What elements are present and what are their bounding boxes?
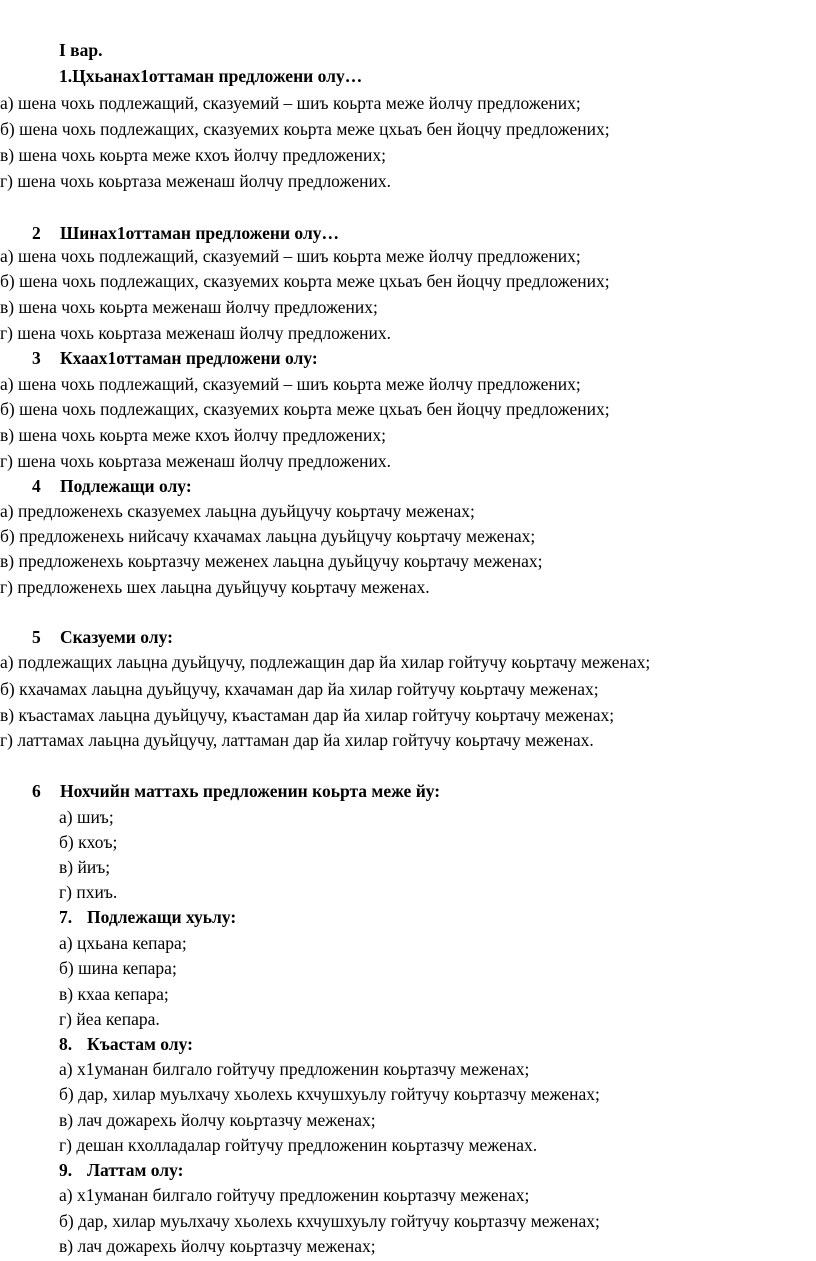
question-3-number: 3 [32, 348, 41, 368]
question-2-option-a: а) шена чохь подлежащий, сказуемий – шиъ коьрта меже йолчу предложених; [0, 246, 581, 266]
question-7-heading [59, 906, 236, 928]
question-4-title: Подлежащи олу: [60, 476, 192, 496]
question-9-option-a: а) х1уманан билгало гойтучу предложенин коьртазчу меженах; [59, 1185, 530, 1205]
question-1-option-d: г) шена чохь коьртаза меженаш йолчу предложених. [0, 171, 391, 191]
question-1-number: 1. [59, 66, 73, 86]
question-5-heading [32, 626, 173, 648]
question-9-heading [59, 1159, 183, 1181]
question-8-heading [59, 1033, 193, 1055]
question-8-number: 8. [59, 1034, 73, 1054]
question-6-number: 6 [32, 781, 41, 801]
question-1-option-b: б) шена чохь подлежащих, сказуемих коьрта меже цхьаъ бен йоцчу предложених; [0, 119, 610, 139]
question-2-option-c: в) шена чохь коьрта меженаш йолчу предложених; [0, 297, 378, 317]
question-1-title: Цхьанах1оттаман предложени олу… [72, 66, 363, 86]
question-5-option-a: а) подлежащих лаьцна дуьйцучу, подлежащин дар йа хилар гойтучу коьртачу меженах; [0, 652, 651, 672]
question-6-title: Нохчийн маттахь предложенин коьрта меже йу: [60, 781, 441, 801]
question-5-number: 5 [32, 627, 41, 647]
question-6-heading [32, 780, 440, 802]
question-2-option-b: б) шена чохь подлежащих, сказуемих коьрта меже цхьаъ бен йоцчу предложених; [0, 271, 610, 291]
question-8-title: Къастам олу: [87, 1034, 193, 1054]
variant-title: I вар. [59, 40, 103, 60]
question-6-option-b: б) кхоъ; [59, 832, 118, 852]
question-6-option-a: а) шиъ; [59, 807, 114, 827]
question-4-option-c: в) предложенехь коьртазчу меженех лаьцна дуьйцучу коьртачу меженах; [0, 551, 543, 571]
question-3-option-a: а) шена чохь подлежащий, сказуемий – шиъ коьрта меже йолчу предложених; [0, 374, 581, 394]
question-3-option-d: г) шена чохь коьртаза меженаш йолчу предложених. [0, 451, 391, 471]
question-3-option-c: в) шена чохь коьрта меже кхоъ йолчу предложених; [0, 425, 387, 445]
question-4-number: 4 [32, 476, 41, 496]
question-8-option-c: в) лач дожарехь йолчу коьртазчу меженах; [59, 1110, 376, 1130]
question-1-heading [59, 65, 362, 87]
question-4-option-b: б) предложенехь нийсачу кхачамах лаьцна дуьйцучу коьртачу меженах; [0, 526, 536, 546]
question-5-option-b: б) кхачамах лаьцна дуьйцучу, кхачаман дар йа хилар гойтучу коьртачу меженах; [0, 679, 599, 699]
question-2-option-d: г) шена чохь коьртаза меженаш йолчу предложених. [0, 323, 391, 343]
question-3-option-b: б) шена чохь подлежащих, сказуемих коьрта меже цхьаъ бен йоцчу предложених; [0, 399, 610, 419]
question-4-option-a: а) предложенехь сказуемех лаьцна дуьйцучу коьртачу меженах; [0, 501, 475, 521]
question-3-heading [32, 347, 318, 369]
question-6-option-c: в) йиъ; [59, 857, 111, 877]
question-8-option-d: г) дешан кхолладалар гойтучу предложенин коьртазчу меженах. [59, 1135, 538, 1155]
question-4-option-d: г) предложенехь шех лаьцна дуьйцучу коьртачу меженах. [0, 577, 430, 597]
question-3-title: Кхаах1оттаман предложени олу: [60, 348, 318, 368]
question-7-option-a: а) цхьана кепара; [59, 933, 187, 953]
question-4-heading [32, 475, 192, 497]
question-7-option-d: г) йеа кепара. [59, 1009, 160, 1029]
question-8-option-a: а) х1уманан билгало гойтучу предложенин коьртазчу меженах; [59, 1059, 530, 1079]
question-2-heading [32, 222, 339, 244]
question-7-title: Подлежащи хуьлу: [87, 907, 237, 927]
question-5-title: Сказуеми олу: [60, 627, 173, 647]
question-1-option-c: в) шена чохь коьрта меже кхоъ йолчу предложених; [0, 145, 387, 165]
question-7-option-b: б) шина кепара; [59, 958, 177, 978]
question-5-option-d: г) латтамах лаьцна дуьйцучу, латтаман дар йа хилар гойтучу коьртачу меженах. [0, 730, 594, 750]
question-2-number: 2 [32, 223, 41, 243]
question-9-option-b: б) дар, хилар муьлхачу хьолехь кхчушхуьлу гойтучу коьртазчу меженах; [59, 1211, 600, 1231]
question-1-option-a: а) шена чохь подлежащий, сказуемий – шиъ коьрта меже йолчу предложених; [0, 93, 581, 113]
question-2-title: Шинах1оттаман предложени олу… [60, 223, 340, 243]
question-5-option-c: в) къастамах лаьцна дуьйцучу, къастаман дар йа хилар гойтучу коьртачу меженах; [0, 705, 615, 725]
question-7-option-c: в) кхаа кепара; [59, 984, 169, 1004]
question-6-option-d: г) пхиъ. [59, 882, 118, 902]
question-8-option-b: б) дар, хилар муьлхачу хьолехь кхчушхуьлу гойтучу коьртазчу меженах; [59, 1084, 600, 1104]
question-9-title: Латтам олу: [87, 1160, 184, 1180]
question-9-option-c: в) лач дожарехь йолчу коьртазчу меженах; [59, 1236, 376, 1256]
question-7-number: 7. [59, 907, 73, 927]
question-9-number: 9. [59, 1160, 73, 1180]
